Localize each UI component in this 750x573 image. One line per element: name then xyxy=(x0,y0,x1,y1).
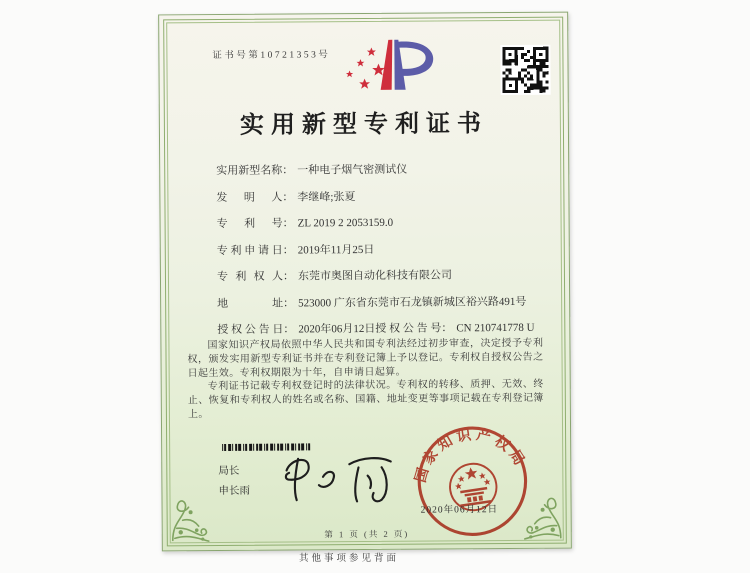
colon: ： xyxy=(283,296,295,310)
legal-paragraph-1: 国家知识产权局依照中华人民共和国专利法经过初步审查，决定授予专利权，颁发实用新型专利证书并在专利登记簿上予以登记。专利权自授权公告之日起生效。专利权期限为十年，自申请日起算。 xyxy=(187,337,544,379)
field-label: 专利权人 xyxy=(216,270,284,284)
field-label: 授权公告号 xyxy=(375,322,442,335)
field-row-patent-no xyxy=(217,209,543,238)
field-row-name xyxy=(216,156,542,185)
field-row-filing-date xyxy=(217,235,543,264)
field-label: 授权公告日 xyxy=(217,323,284,337)
signer-block xyxy=(218,462,250,502)
legal-paragraph-2: 专利证书记载专利权登记时的法律状况。专利权的转移、质押、无效、终止、恢复和专利权人的姓名或名称、国籍、地址变更等事项记载在专利登记簿上。 xyxy=(187,379,544,421)
field-label: 实用新型名称 xyxy=(216,164,283,178)
field-value: 李继峰;张夏 xyxy=(297,190,356,203)
handwritten-signature-icon xyxy=(278,448,402,511)
certificate-page xyxy=(158,12,572,552)
field-value: 2019年11月25日 xyxy=(297,243,375,256)
colon: ： xyxy=(282,243,294,257)
grant-number: CN 210741778 U xyxy=(456,321,535,335)
back-side-note: 其他事项参见背面 xyxy=(299,554,400,564)
field-value: 一种电子烟气密测试仪 xyxy=(297,163,408,177)
signer-title: 局长 xyxy=(218,465,240,478)
field-row-patentee xyxy=(217,262,543,291)
colon: ： xyxy=(283,323,295,336)
colon: ： xyxy=(282,190,294,204)
signer-name: 申长雨 xyxy=(218,485,251,498)
colon: ： xyxy=(441,322,453,335)
field-row-inventor xyxy=(216,182,542,211)
cnipa-patent-logo-icon xyxy=(335,35,447,94)
legal-text xyxy=(187,337,544,422)
field-label: 地址 xyxy=(217,297,284,310)
colon: ： xyxy=(282,270,295,283)
field-label: 专利申请日 xyxy=(216,244,283,257)
grant-date: 2020年06月12日 xyxy=(298,322,376,336)
field-value: 523000 广东省东莞市石龙镇新城区裕兴路491号 xyxy=(298,295,527,309)
certificate-title: 实用新型专利证书 xyxy=(239,111,488,139)
qr-code-icon xyxy=(500,45,550,95)
colon: ： xyxy=(282,164,294,177)
field-value: ZL 2019 2 2053159.0 xyxy=(297,216,394,230)
field-label: 专利号 xyxy=(216,217,283,231)
seal-date: 2020年06月12日 xyxy=(420,505,499,516)
field-value: 东莞市奥图自动化科技有限公司 xyxy=(297,269,453,283)
colon: ： xyxy=(282,217,294,230)
page-indicator: 第 1 页 (共 2 页) xyxy=(324,528,410,540)
seal-text: 国家知识产权局 xyxy=(412,426,530,485)
svg-text:国家知识产权局 xyxy=(404,418,531,487)
field-label: 发明人 xyxy=(216,191,283,204)
certificate-fields xyxy=(216,156,543,344)
certificate-number: 证书号第10721353号 xyxy=(212,50,331,62)
field-row-address xyxy=(217,288,543,317)
